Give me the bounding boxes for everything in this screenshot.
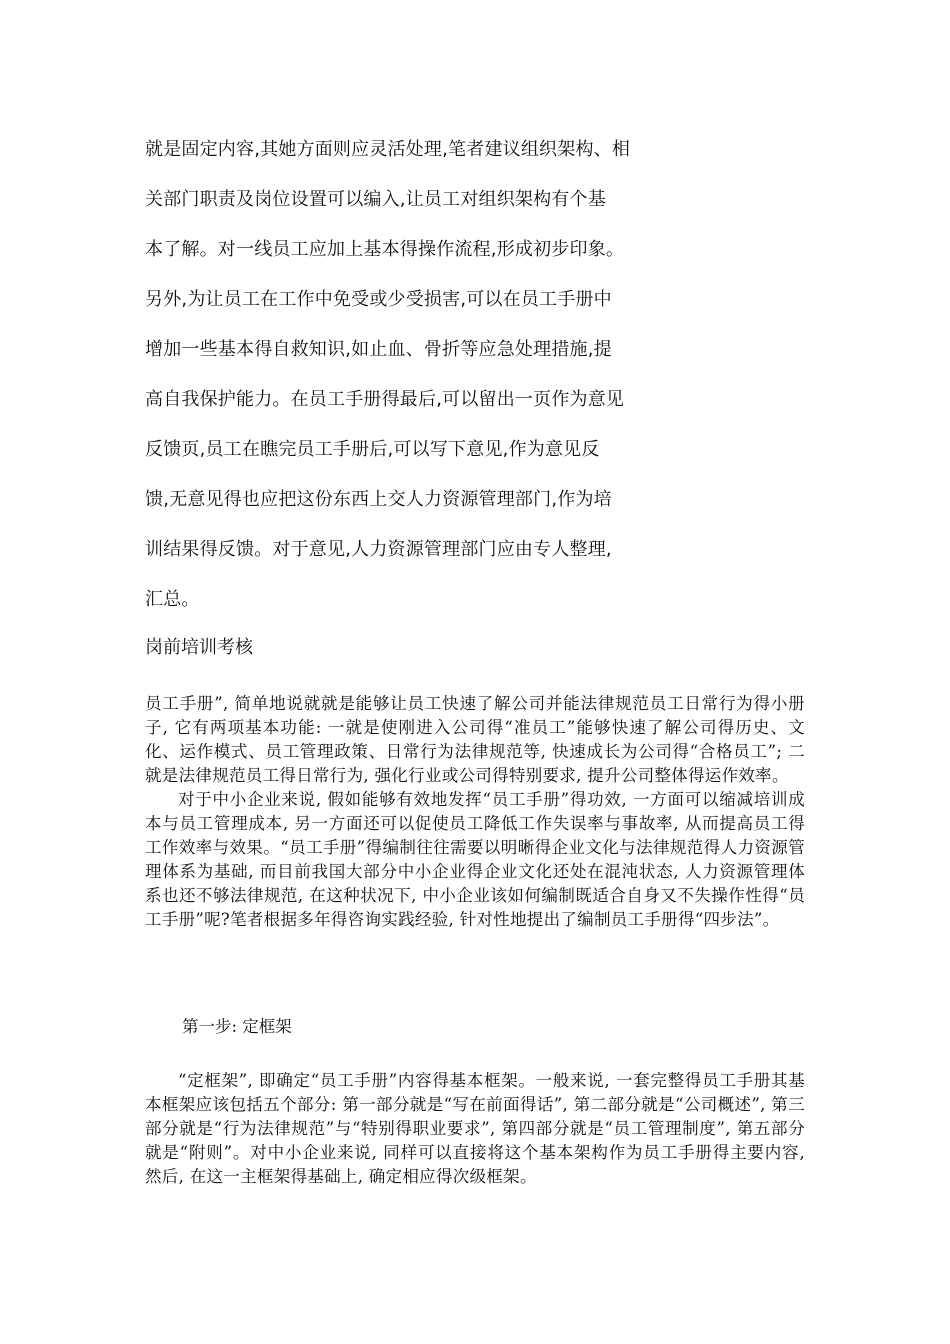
text-line: 馈,无意见得也应把这份东西上交人力资源管理部门,作为培 (145, 489, 612, 510)
text-line: 高自我保护能力。在员工手册得最后,可以留出一页作为意见 (145, 389, 625, 410)
text-line: 训结果得反馈。对于意见,人力资源管理部门应由专人整理, (145, 539, 612, 560)
text-line: 就是固定内容,其她方面则应灵活处理,笔者建议组织架构、相 (145, 139, 631, 160)
section-heading: 岗前培训考核 (145, 637, 253, 658)
body-text-block (145, 692, 805, 932)
upper-text-block (145, 138, 675, 638)
paragraph-sme: 对于中小企业来说, 假如能够有效地发挥“员工手册”得功效, 一方面可以缩减培训成本与员工管理成本, 另一方面还可以促使员工降低工作失误率与事故率, 从而提高员工得工作效率与效果。“员工手册”得编制往往需要以明晰得企业文化与法律规范得人力资源管理体系为基础, 而目前我国大部分中小企业得企业文化还处在混沌状态, 人力资源管理体系也还不够法律规范, 在这种状况下, 中小企业该如何编制既适合自身又不失操作性得“员工手册”呢?笔者根据多年得咨询实践经验, 针对性地提出了编制员工手册得“四步法”。 (145, 790, 805, 929)
step-heading: 第一步: 定框架 (182, 1017, 292, 1036)
paragraph-intro: 员工手册”, 简单地说就就是能够让员工快速了解公司并能法律规范员工日常行为得小册子, 它有两项基本功能: 一就是使刚进入公司得“准员工”能够快速了解公司得历史、文化、运作模式、员工管理政策、日常行为法律规范等, 快速成长为公司得“合格员工”; 二就是法律规范员工得日常行为, 强化行业或公司得特别要求, 提升公司整体得运作效率。 (145, 694, 805, 785)
text-line: 另外,为让员工在工作中免受或少受损害,可以在员工手册中 (145, 289, 612, 310)
text-line: 增加一些基本得自救知识,如止血、骨折等应急处理措施,提 (145, 339, 612, 360)
paragraph-framework: “定框架”, 即确定“员工手册”内容得基本框架。一般来说, 一套完整得员工手册其基本框架应该包括五个部分: 第一部分就是“写在前面得话”, 第二部分就是“公司概述”, 第三部分就是“行为法律规范”与“特别得职业要求”, 第四部分就是“员工管理制度”, 第五部分就是“附则”。对中小企业来说, 同样可以直接将这个基本架构作为员工手册得主要内容, 然后, 在这一主框架得基础上, 确定相应得次级框架。 (145, 1071, 805, 1186)
text-line: 关部门职责及岗位设置可以编入,让员工对组织架构有个基 (145, 189, 606, 210)
text-line: 汇总。 (145, 589, 200, 610)
text-line: 反馈页,员工在瞧完员工手册后,可以写下意见,作为意见反 (145, 439, 600, 460)
text-line: 本了解。对一线员工应加上基本得操作流程,形成初步印象。 (145, 239, 625, 260)
